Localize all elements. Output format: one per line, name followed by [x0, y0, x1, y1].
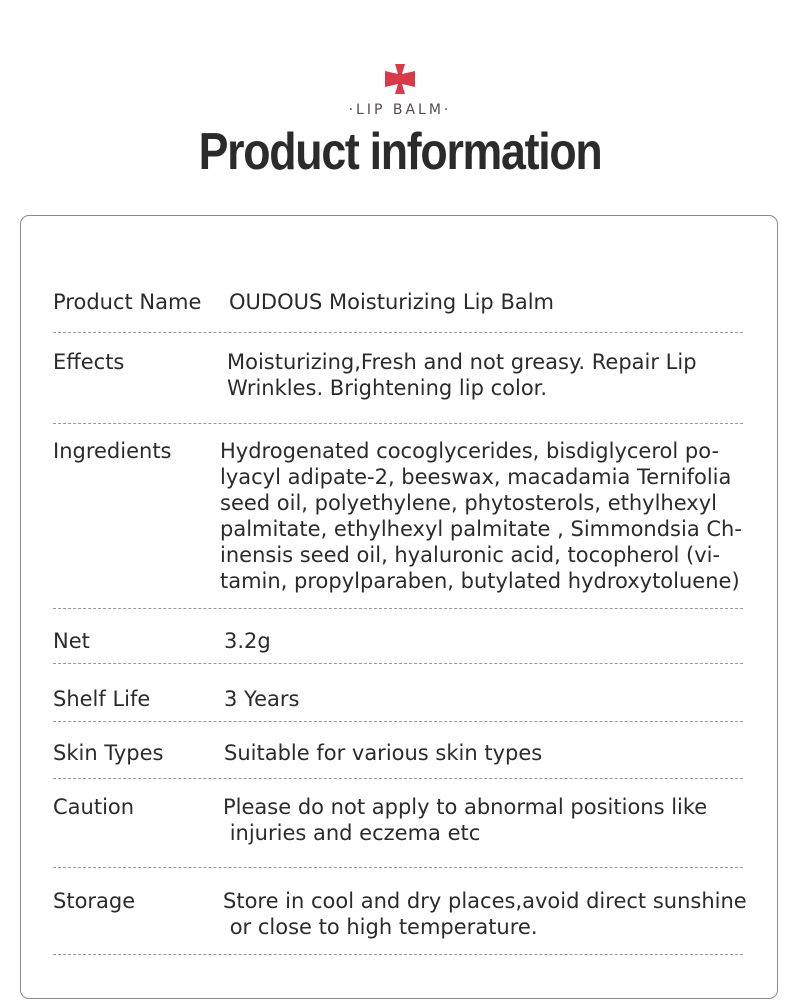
- row-value: OUDOUS Moisturizing Lip Balm: [229, 290, 555, 314]
- row-value: 3 Years: [224, 687, 300, 711]
- row-value: Hydrogenated cocoglycerides, bisdiglycerol po- lyacyl adipate-2, beeswax, macadamia Ternifolia seed oil, polyethylene, phytosterols, ethylhexyl palmitate, ethylhexyl palmitate , Simmondsia Ch- inensis seed oil, hyaluronic acid, tocopherol (vi- tamin, propylparaben, butylated hydroxytoluene): [220, 439, 742, 593]
- row-label: Ingredients: [53, 439, 172, 463]
- row-label: Storage: [53, 889, 136, 913]
- row-label: Shelf Life: [53, 687, 151, 711]
- row-label: Effects: [53, 350, 125, 374]
- row-value: 3.2g: [224, 629, 271, 653]
- info-row-caution: [53, 779, 743, 868]
- page-subtitle: ·LIP BALM·: [348, 102, 452, 118]
- info-row-net: [53, 609, 743, 664]
- row-value: Suitable for various skin types: [224, 741, 543, 765]
- info-row-effects: [53, 333, 743, 424]
- row-label: Product Name: [53, 290, 202, 314]
- product-info-card: [20, 215, 778, 999]
- row-value: Moisturizing,Fresh and not greasy. Repair Lip Wrinkles. Brightening lip color.: [227, 350, 697, 400]
- page-header: [0, 0, 800, 214]
- info-row-ingredients: [53, 424, 743, 609]
- info-row-product-name: [53, 286, 743, 333]
- row-label: Caution: [53, 795, 135, 819]
- info-row-shelf-life: [53, 664, 743, 722]
- page-title: Product information: [198, 123, 602, 181]
- info-row-skin-types: [53, 722, 743, 779]
- row-value: Store in cool and dry places,avoid direct sunshine or close to high temperature.: [223, 889, 747, 939]
- info-row-storage: [53, 868, 747, 955]
- row-label: Skin Types: [53, 741, 164, 765]
- cross-icon: [383, 62, 417, 96]
- row-value: Please do not apply to abnormal positions like injuries and eczema etc: [223, 795, 708, 845]
- row-label: Net: [53, 629, 90, 653]
